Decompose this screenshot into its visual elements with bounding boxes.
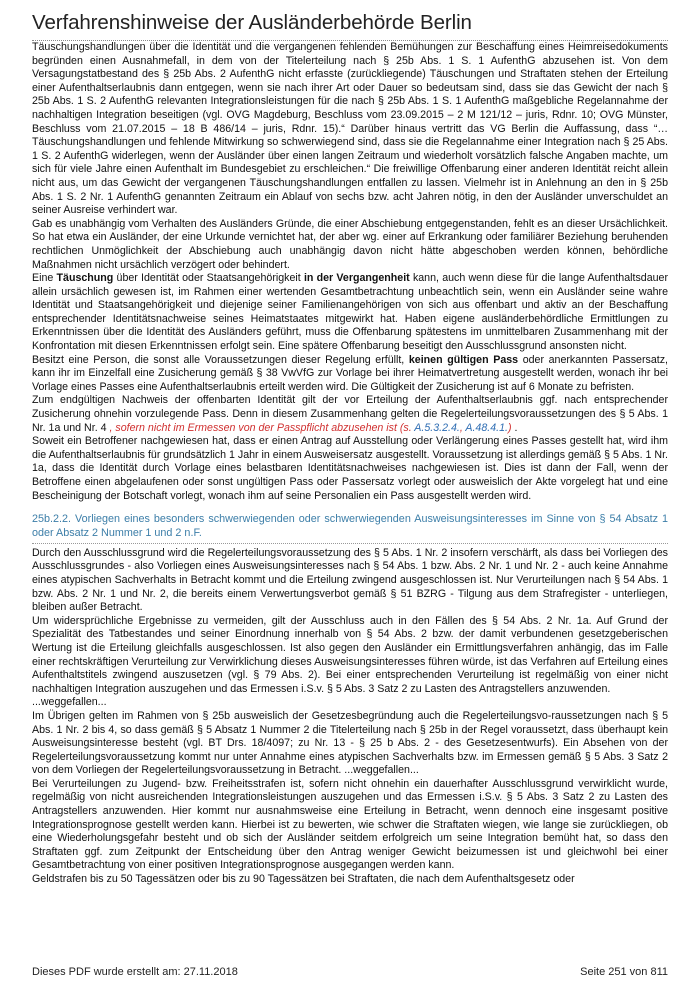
paragraph: Geldstrafen bis zu 50 Tagessätzen oder bis zu 90 Tagessätzen bei Straftaten, die nach dem Aufenthaltsgesetz oder — [32, 873, 575, 886]
amendment-note: , sofern nicht im Ermessen von der Passpflicht abzusehen ist (s. A.5.3.2.4., A.48.4.1.) — [106, 421, 512, 434]
paragraph: Durch den Ausschlussgrund wird die Regelerteilungsvoraussetzung des § 5 Abs. 1 Nr. 2 insofern verschärft, als dass bei Vorliegen des Ausschlussgrundes - also Vorliegen eines Ausweisungsinteresses nach § 54 Abs. 1 bzw. Abs. 2 Nr. 1 und Nr. 2 - auch keine Annahme eines atypischen Sachverhalts in Betracht kommt und die Erteilung zwingend ausgeschlossen ist. Nur Verurteilungen nach § 54 Abs. 1 bzw. Abs. 2 Nr. 1 und Nr. 2, die bereits einem Verwertungsverbot gemäß § 51 BZRG - Tilgung aus dem Strafregister - unterliegen, bleiben außer Betracht. — [32, 546, 668, 614]
paragraph: Eine Täuschung über Identität oder Staatsangehörigkeit in der Vergangenheit kann, auch wenn diese für die lange Aufenthaltsdauer allein ursächlich gewesen ist, im Rahmen einer wertenden Gesamtbetrachtung unbeachtlich sein, wenn ein Ausländer seine wahre Identität und Staatsangehörigkeit und diejenige seiner Familienangehörigen von sich aus offenbart und aktiv an der Beschaffung entsprechender Identitätsnachweise seines Heimatstaates mitgewirkt hat. Haben eigene ausländerbehördliche Ermittlungen zu Erkenntnissen über die Identität des Ausländers geführt, muss die Offenbarung spätestens im unmittelbaren Zusammenhang mit der Konfrontation mit diesen Erkenntnissen erfolgt sein. Eine spätere Offenbarung beseitigt den Ausschlussgrund ansonsten nicht. — [32, 272, 668, 353]
section-divider — [32, 543, 668, 544]
reference-link[interactable]: A.48.4.1. — [465, 421, 508, 434]
paragraph: Gab es unabhängig vom Verhalten des Ausländers Gründe, die einer Abschiebung entgegenstanden, fehlt es an dieser Ursächlichkeit. So hat etwa ein Ausländer, der eine Urkunde vernichtet hat, der aber wg. einer auf Erkrankung oder familiärer Beziehung beruhenden rechtlichen Unmöglichkeit der Abschiebung auch unabhängig davon nicht hätte abgeschoben werden können, behördliche Maßnahmen nicht ursächlich verzögert oder behindert. — [32, 217, 668, 271]
bold-term: keinen gültigen Pass — [408, 353, 519, 366]
bold-term: in der Vergangenheit — [303, 272, 410, 285]
document-body — [32, 41, 668, 956]
creation-date: Dieses PDF wurde erstellt am: 27.11.2018 — [32, 966, 238, 978]
paragraph: ...weggefallen... — [32, 696, 107, 709]
reference-link[interactable]: A.5.3.2.4. — [414, 421, 460, 434]
page-number: Seite 251 von 811 — [580, 966, 668, 978]
paragraph: Zum endgültigen Nachweis der offenbarten Identität gilt der vor Erteilung der Aufenthaltserlaubnis ggf. nach entsprechender Zusicherung ohnehin vorzulegende Pass. Denn in diesem Zusammenhang gelten die Regelerteilungsvoraussetzungen des § 5 Abs. 1 Nr. 1a und Nr. 4 , sofern nicht im Ermessen von der Passpflicht abzusehen ist (s. A.5.3.2.4., A.48.4.1.) . — [32, 394, 668, 434]
paragraph: Soweit ein Betroffener nachgewiesen hat, dass er einen Antrag auf Ausstellung oder Verlängerung eines Passes gestellt hat, wird ihm die Aufenthaltserlaubnis für grundsätzlich 1 Jahr in einem Ausweisersatz ausgestellt. Voraussetzung ist allerdings gemäß § 5 Abs. 1 Nr. 1a, dass die Identität durch Vorlage eines belastbaren Identitätsnachweises nachgewiesen ist. Dies ist dann der Fall, wenn der Betroffene einen abgelaufenen oder sonst ungültigen Pass oder Passersatz vorlegt oder ausweislich der Akte vorgelegt hat und eine Bescheinigung der Botschaft vorlegt, wonach ihm auf seine Personalien ein Pass ausgestellt werden wird. — [32, 435, 668, 502]
paragraph: Besitzt eine Person, die sonst alle Voraussetzungen dieser Regelung erfüllt, keinen gültigen Pass oder anerkannten Passersatz, kann ihr im Einzelfall eine Zusicherung gemäß § 38 VwVfG zur Vorlage bei ihrer Heimatvertretung ausgestellt werden, wonach ihr bei Vorlage eines Passes eine Aufenthaltserlaubnis erteilt werden wird. Die Gültigkeit der Zusicherung ist auf 6 Monate zu befristen. — [32, 353, 668, 393]
paragraph: Um widersprüchliche Ergebnisse zu vermeiden, gilt der Ausschluss auch in den Fällen des § 54 Abs. 2 Nr. 1a. Auf Grund der Spezialität des Tatbestandes und seiner Einordnung innerhalb von § 54 Abs. 2 bzw. der damit verbundenen gesetzgeberischen Wertung ist die Erteilung gleichfalls ausgeschlossen. Ist also gegen den Ausländer ein Ermittlungsverfahren anhängig, das im Falle einer rechtskräftigen Verurteilung zur Verwirklichung dieses Ausweisungsinteresses führen würde, ist das Verfahren auf Erteilung eines Aufenthaltstitels zwingend auszusetzen (vgl. § 79 Abs. 2). Bei einer entsprechenden Verurteilung ist regelmäßig von einer nicht nachhaltigen Integration auszugehen und das Ermessen i.S.v. § 5 Abs. 3 Satz 2 zu Lasten des Antragstellers anzuwenden. — [32, 614, 668, 695]
page-title: Verfahrenshinweise der Ausländerbehörde Berlin — [32, 11, 472, 34]
paragraph: Täuschungshandlungen über die Identität und die vergangenen fehlenden Bemühungen zur Beschaffung eines Heimreisedokuments begründen einen Ausnahmefall, in dem von der Titelerteilung nach § 25b Abs. 1 S. 1 AufenthG abzusehen ist. Von dem Versagungstatbestand des § 25b Abs. 2 AufenthG nicht erfasste (zurückliegende) Täuschungen und Straftaten stehen der Erteilung einer Aufenthaltserlaubnis dann entgegen, wenn sie nach ihrer Art oder Dauer so bedeutsam sind, dass sie das Gewicht der nach § 25b Abs. 1 S. 2 AufenthG relevanten Integrationsleistungen für die nach § 25b Abs. 1 S. 1 AufenthG maßgebliche Regelannahme der nachhaltigen Integration beseitigen (vgl. OVG Magdeburg, Beschluss vom 23.09.2015 – 2 M 121/12 – juris, Rdnr. 10; OVG Münster, Beschluss vom 21.07.2015 – 18 B 486/14 – juris, Rdnr. 15).“ Darüber hinaus vertritt das VG Berlin die Auffassung, dass “…Täuschungshandlungen und fehlende Mitwirkung so schwerwiegend sind, dass sie die Regelannahme einer Integration nach § 25 Abs. 1 S. 2 AufenthG widerlegen, wenn der Ausländer über einen langen Zeitraum und wiederholt vorsätzlich falsche Angaben machte, um sich für viele Jahre einen Aufenthalt im Bundesgebiet zu erschleichen.“ Die freiwillige Offenbarung einer anderen Identität reicht allein nicht aus, um das Gewicht der vergangenen Täuschungshandlungen entfallen zu lassen. Vielmehr ist in Anlehnung an den in § 25b Abs. 1 S. 2 Nr. 1 AufenthG genannten Zeitraum ein Ablauf von sechs bzw. acht Jahren nötig, in den der Ausländer unverschuldet an seiner Ausreise verhindert war. — [32, 41, 668, 217]
section-heading: 25b.2.2. Vorliegen eines besonders schwerwiegenden oder schwerwiegenden Ausweisungsinteresses im Sinne von § 54 Absatz 1 oder Absatz 2 Nummer 1 und 2 n.F. — [32, 513, 668, 539]
paragraph: Bei Verurteilungen zu Jugend- bzw. Freiheitsstrafen ist, sofern nicht ohnehin ein dauerhafter Ausschlussgrund verwirklicht wurde, regelmäßig von nicht ausreichenden Integrationsleistungen auszugehen und das Ermessen i.S.v. § 5 Abs. 3 Satz 2 zu Lasten des Antragstellers anzuwenden. Hier kommt nur ausnahmsweise eine Erteilung in Betracht, wenn dennoch eine insgesamt positive Integrationsprognose gestellt werden kann. Hierbei ist zu bewerten, wie schwer die Straftaten wiegen, wie lange sie zurückliegen, ob eine Wiederholungsgefahr besteht und ob sich der Ausländer seitdem erfolgreich um seine Integration bemüht hat, so dass den Straftaten ggf. zum Zeitpunkt der Entscheidung über den Antrag weniger Gewicht beizumessen ist und gleichwohl bei einer Gesamtbetrachtung von einer positiven Integrationsprognose ausgegangen werden kann. — [32, 777, 668, 872]
paragraph: Im Übrigen gelten im Rahmen von § 25b ausweislich der Gesetzesbegründung auch die Regelerteilungsvo-raussetzungen nach § 5 Abs. 1 Nr. 2 bis 4, so dass gemäß § 5 Absatz 1 Nummer 2 die Titelerteilung nach § 25b in der Regel voraussetzt, dass überhaupt kein Ausweisungsinteresse besteht (vgl. BT Drs. 18/4097; zu Nr. 13 - § 25 b Abs. 2 - des Gesetzesentwurfs). Ein Absehen von der Regelerteilungsvoraussetzung kommt nur unter Annahme eines atypischen Sachverhalts bzw. im Ermessen gemäß § 5 Abs. 3 Satz 2 von dem Vorliegen der Regelerteilungsvoraussetzung in Betracht. ...weggefallen... — [32, 709, 668, 777]
bold-term: Täuschung — [56, 272, 114, 285]
page-header — [32, 10, 668, 41]
